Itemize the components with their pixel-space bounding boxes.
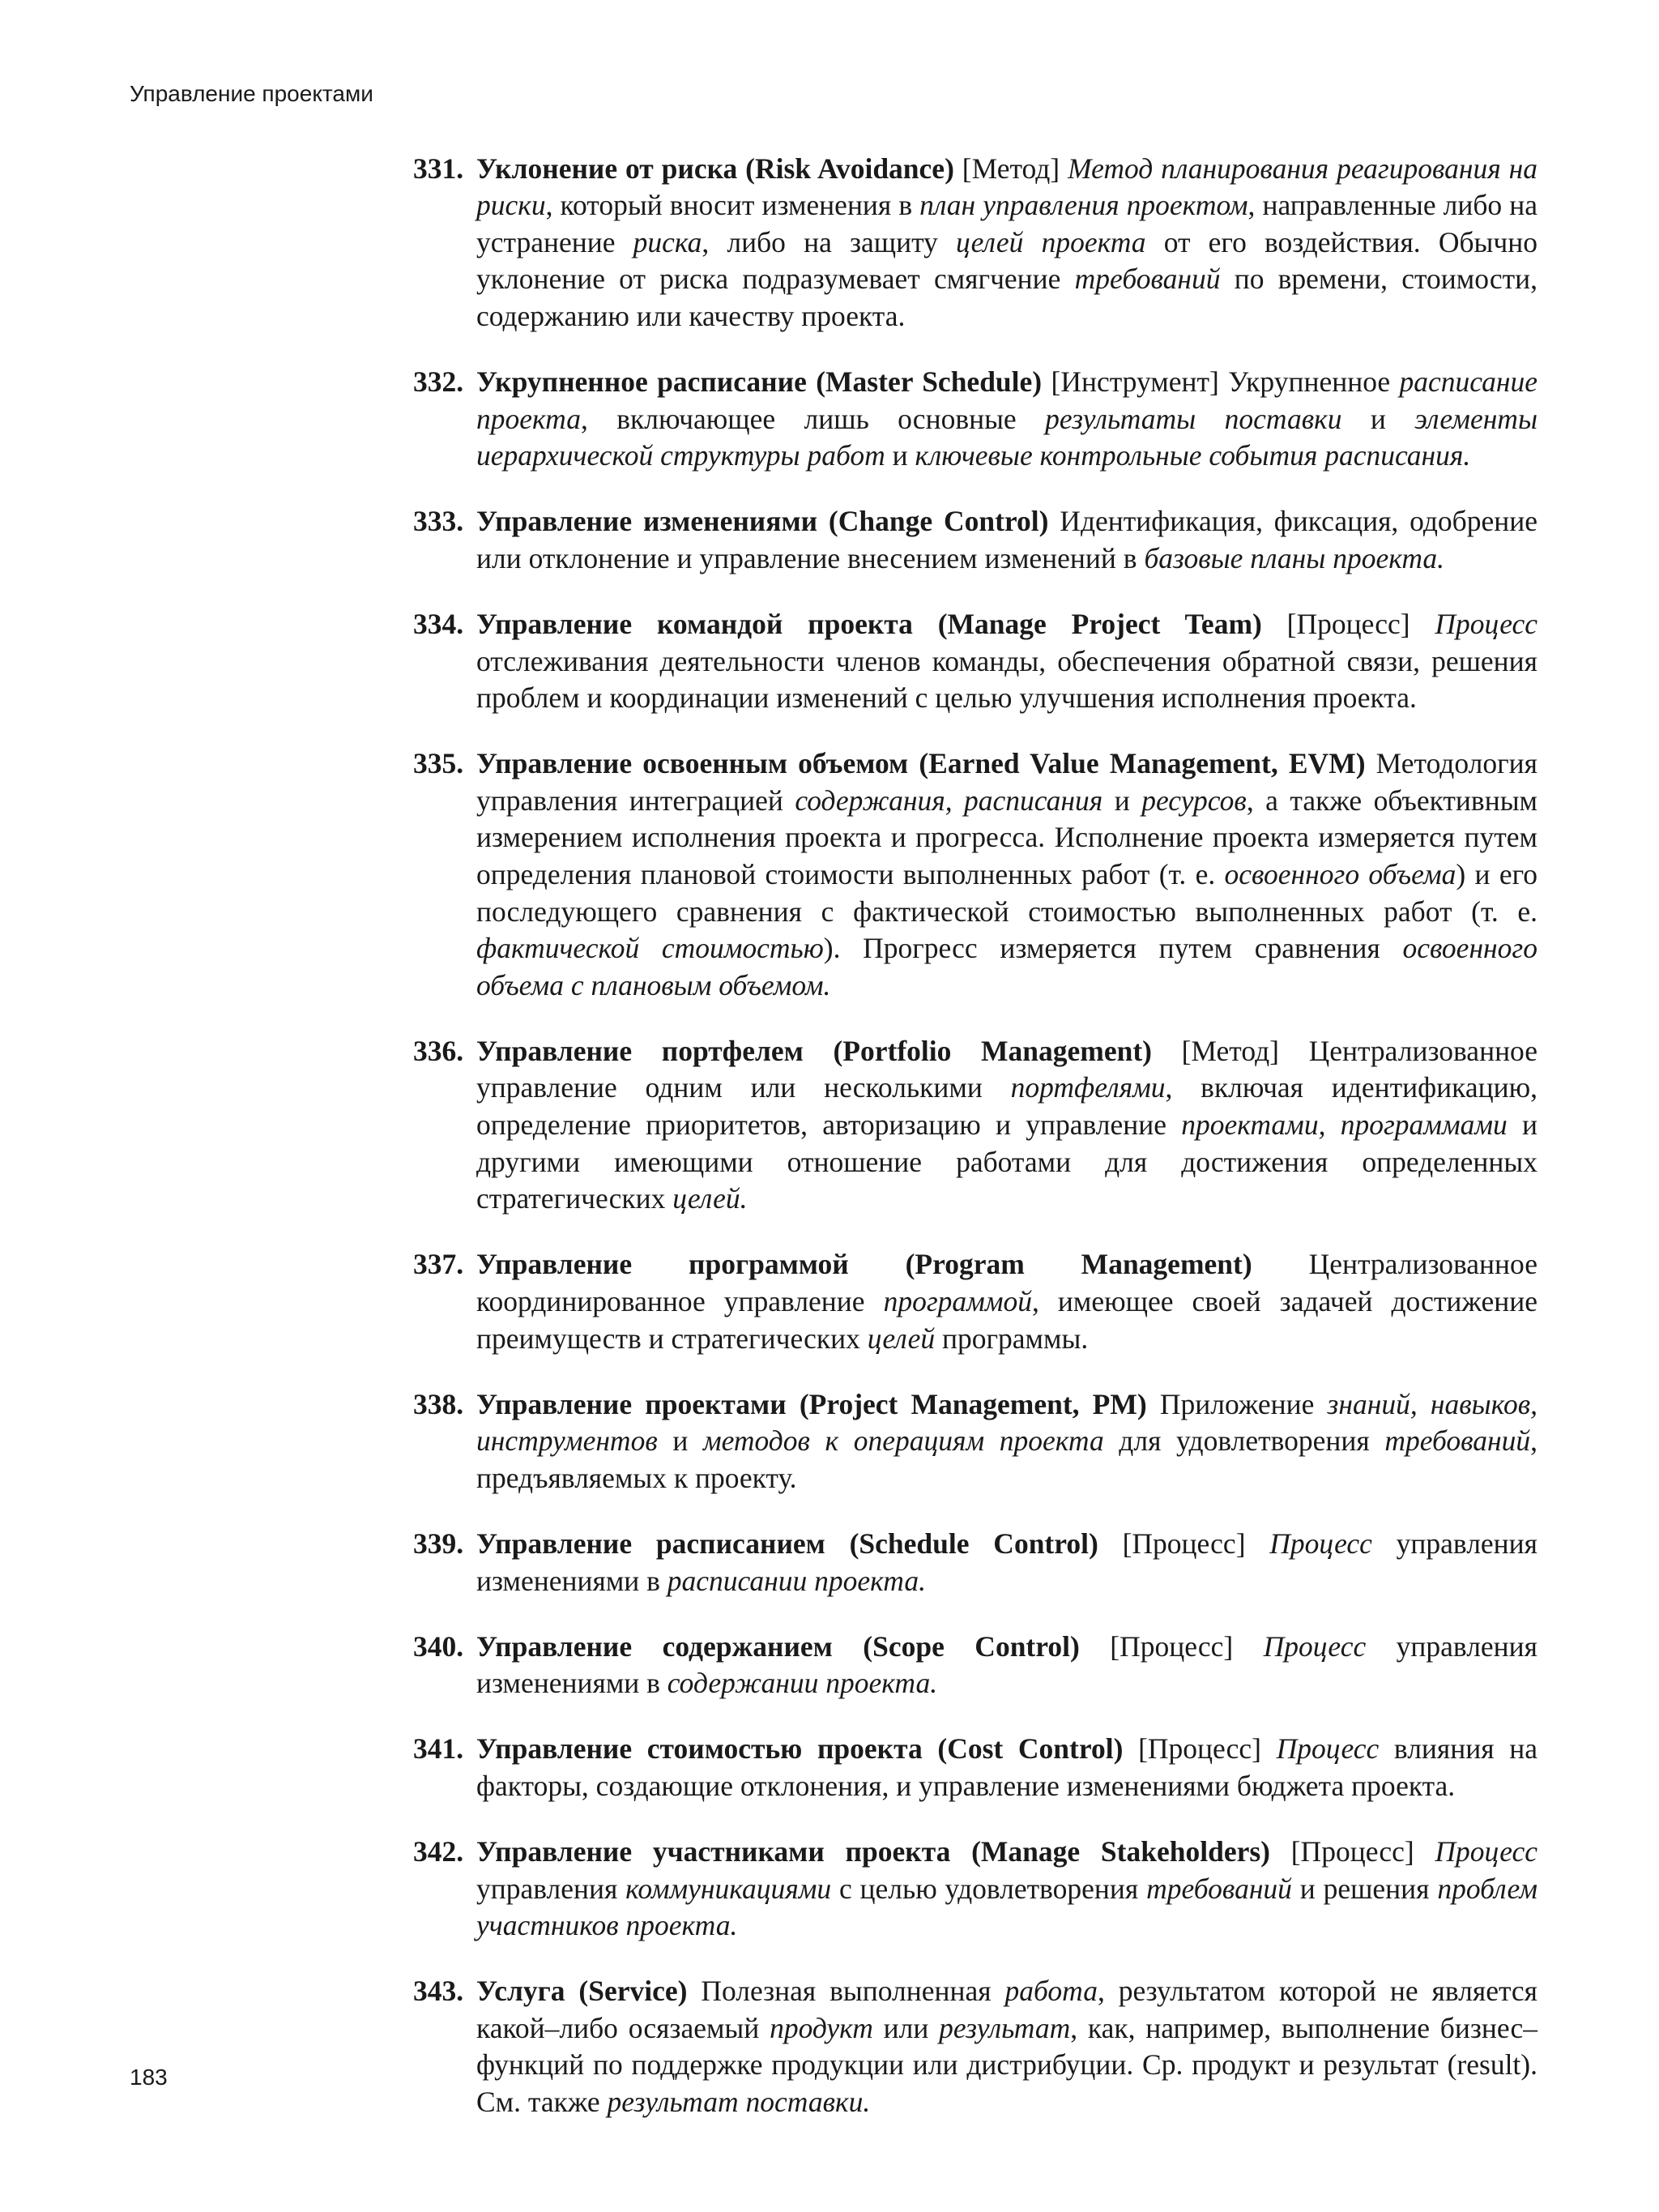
glossary-entry: [413, 1629, 1537, 1702]
entry-italic-text: фактической стоимостью: [476, 932, 824, 965]
glossary-entry: [413, 745, 1537, 1004]
entry-number: 340.: [413, 1629, 464, 1663]
entry-number: 341.: [413, 1732, 464, 1766]
entry-text: , имеющее своей задачей достижение преимуществ и стратегических: [476, 1284, 1538, 1355]
entry-text: , направленные либо на устранение: [476, 189, 1537, 258]
entry-number: 338.: [413, 1387, 464, 1420]
glossary-entry: [413, 1246, 1537, 1357]
entry-number: 334.: [413, 607, 464, 640]
entry-text: Идентификация, фиксация, одобрение или отклонение и управление внесением изменений в: [476, 505, 1537, 574]
glossary-entry: [413, 1033, 1537, 1218]
entry-text: и: [657, 1424, 703, 1458]
entry-text: , предъявляемых к проекту.: [476, 1424, 1538, 1494]
entry-italic-text: освоенного объема: [1224, 858, 1456, 890]
entry-text: и: [1341, 402, 1415, 435]
entry-number: 339.: [413, 1527, 464, 1560]
entry-term: Укрупненное расписание (Master Schedule): [476, 365, 1043, 398]
entry-italic-text: расписании проекта.: [667, 1564, 926, 1597]
entry-number: 331.: [413, 152, 464, 185]
entry-italic-text: ресурсов: [1141, 784, 1247, 817]
glossary-entry: [413, 1526, 1537, 1599]
entry-text: [Процесс]: [1123, 1732, 1277, 1766]
entry-text: , включающее лишь основные: [580, 402, 1046, 435]
entry-italic-text: Процесс: [1263, 1629, 1367, 1663]
entry-number: 332.: [413, 365, 464, 398]
entry-text: по времени, стоимости, содержанию или качеству проекта.: [476, 263, 1538, 332]
entry-text: , включая идентификацию, определение приоритетов, авторизацию и управление: [476, 1071, 1537, 1142]
entry-text: , а также объективным измерением исполнения проекта и прогресса. Исполнение проекта измеряется путем определения плановой стоимости выполненных работ (т. е.: [476, 784, 1538, 890]
entry-italic-text: Процесс: [1276, 1732, 1380, 1766]
entry-text: и: [1102, 784, 1142, 817]
entry-number: 333.: [413, 505, 464, 538]
entry-text: или: [872, 2011, 940, 2044]
entry-italic-text: Метод планирования реагирования на риски: [476, 152, 1537, 222]
entry-term: Управление участниками проекта (Manage Stakeholders): [476, 1834, 1270, 1868]
entry-text: отслеживания деятельности членов команды, обеспечения обратной связи, решения проблем и координации изменений с целью улучшения исполнения проекта.: [476, 644, 1537, 715]
entry-italic-text: содержания, расписания: [795, 784, 1103, 817]
entry-term: Управление стоимостью проекта (Cost Control): [476, 1732, 1124, 1766]
entry-number: 337.: [413, 1248, 464, 1281]
entry-text: Приложение: [1146, 1387, 1328, 1420]
entry-text: управления изменениями в: [476, 1527, 1537, 1597]
entry-text: [Метод] Централизованное управление одним или несколькими: [476, 1034, 1538, 1104]
entry-italic-text: целей: [867, 1322, 936, 1355]
glossary-entry: [413, 1973, 1537, 2120]
entry-italic-text: продукт: [770, 2011, 873, 2044]
entry-text: Полезная выполненная: [687, 1975, 1005, 2008]
entry-italic-text: план управления проектом: [919, 189, 1248, 222]
entry-text: для удовлетворения: [1103, 1424, 1385, 1458]
entry-term: Управление программой (Program Management): [476, 1248, 1252, 1281]
entry-italic-text: Процесс: [1435, 607, 1537, 640]
entry-text: и: [885, 439, 915, 472]
entry-italic-text: требований: [1074, 263, 1221, 296]
entry-text: , результатом которой не является какой–либо осязаемый: [476, 1975, 1537, 2044]
entry-text: [Метод]: [953, 152, 1068, 185]
entry-italic-text: целей.: [672, 1182, 748, 1215]
entry-italic-text: программой: [883, 1284, 1032, 1317]
entry-text: [Процесс]: [1261, 607, 1435, 640]
entry-term: Управление командой проекта (Manage Project Team): [476, 607, 1262, 640]
entry-italic-text: базовые планы проекта.: [1144, 541, 1445, 574]
entry-text: влияния на факторы, создающие отклонения, и управление изменениями бюджета проекта.: [476, 1732, 1537, 1802]
entry-text: , который вносит изменения в: [545, 189, 920, 222]
entry-italic-text: ключевые контрольные события расписания.: [915, 439, 1471, 472]
glossary-entry: [413, 364, 1537, 475]
entry-italic-text: требований: [1384, 1424, 1531, 1458]
entry-text: [Процесс]: [1079, 1629, 1264, 1663]
entry-italic-text: риска: [633, 225, 702, 258]
entry-italic-text: проблем участников проекта.: [476, 1872, 1537, 1942]
entry-text: управления: [476, 1872, 626, 1905]
entry-italic-text: содержании проекта.: [667, 1667, 938, 1700]
entry-term: Управление изменениями (Change Control): [476, 505, 1049, 538]
glossary-entry: [413, 1386, 1537, 1497]
entry-text: с целью удовлетворения: [831, 1872, 1147, 1905]
glossary-entry: [413, 151, 1537, 335]
entry-text: и другими имеющими отношение работами для достижения определенных стратегических: [476, 1108, 1538, 1215]
glossary-entries: [413, 122, 1537, 2137]
entry-italic-text: Процесс: [1269, 1527, 1372, 1560]
entry-text: Методология управления интеграцией: [476, 747, 1537, 817]
entry-italic-text: результат поставки.: [607, 2086, 871, 2119]
entry-text: [Инструмент] Укрупненное: [1042, 365, 1400, 398]
entry-text: [Процесс]: [1269, 1834, 1435, 1868]
entry-text: , либо на защиту: [702, 225, 957, 258]
entry-number: 335.: [413, 747, 464, 780]
entry-italic-text: требований: [1146, 1872, 1292, 1905]
entry-term: Управление освоенным объемом (Earned Value Management, EVM): [476, 747, 1366, 780]
entry-italic-text: освоенного объема с плановым объемом.: [476, 932, 1538, 1001]
entry-italic-text: расписание проекта: [476, 365, 1537, 435]
entry-text: [Процесс]: [1098, 1527, 1270, 1560]
entry-italic-text: методов к операциям проекта: [702, 1424, 1104, 1458]
entry-italic-text: целей проекта: [956, 225, 1146, 258]
entry-italic-text: результат: [939, 2011, 1071, 2044]
entry-number: 342.: [413, 1834, 464, 1868]
entry-text: от его воздействия. Обычно уклонение от риска подразумевает смягчение: [476, 225, 1537, 296]
glossary-entry: [413, 606, 1537, 717]
running-header: Управление проектами: [130, 81, 373, 106]
entry-term: Управление расписанием (Schedule Control): [476, 1527, 1098, 1560]
entry-number: 336.: [413, 1034, 464, 1067]
entry-text: программы.: [935, 1322, 1089, 1355]
entry-italic-text: работа: [1004, 1975, 1098, 2008]
entry-italic-text: Процесс: [1435, 1834, 1537, 1868]
entry-italic-text: знаний, навыков, инструментов: [476, 1387, 1537, 1458]
entry-italic-text: элементы иерархической структуры работ: [476, 402, 1537, 472]
entry-text: управления изменениями в: [476, 1629, 1538, 1700]
glossary-entry: [413, 1731, 1537, 1804]
entry-term: Уклонение от риска (Risk Avoidance): [476, 152, 954, 185]
entry-italic-text: портфелями: [1010, 1071, 1166, 1104]
entry-text: Централизованное координированное управление: [476, 1248, 1537, 1317]
entry-text: , как, например, выполнение бизнес–функций по поддержке продукции или дистрибуции. Ср. продукт и результат (result). См. также: [476, 2011, 1537, 2119]
entry-term: Услуга (Service): [476, 1975, 688, 2008]
entry-term: Управление портфелем (Portfolio Management): [476, 1034, 1152, 1067]
glossary-entry: [413, 503, 1537, 577]
entry-italic-text: результаты поставки: [1045, 402, 1342, 435]
entry-italic-text: проектами, программами: [1181, 1108, 1508, 1142]
page-number: 183: [130, 2065, 168, 2090]
entry-text: и решения: [1291, 1872, 1438, 1905]
glossary-entry: [413, 1834, 1537, 1945]
entry-italic-text: коммуникациями: [625, 1872, 832, 1905]
entry-text: ) и его последующего сравнения с фактической стоимостью выполненных работ (т. е.: [476, 858, 1537, 928]
entry-term: Управление содержанием (Scope Control): [476, 1629, 1080, 1663]
entry-text: ). Прогресс измеряется путем сравнения: [823, 932, 1403, 965]
entry-number: 343.: [413, 1975, 464, 2008]
entry-term: Управление проектами (Project Management, PM): [476, 1387, 1147, 1420]
